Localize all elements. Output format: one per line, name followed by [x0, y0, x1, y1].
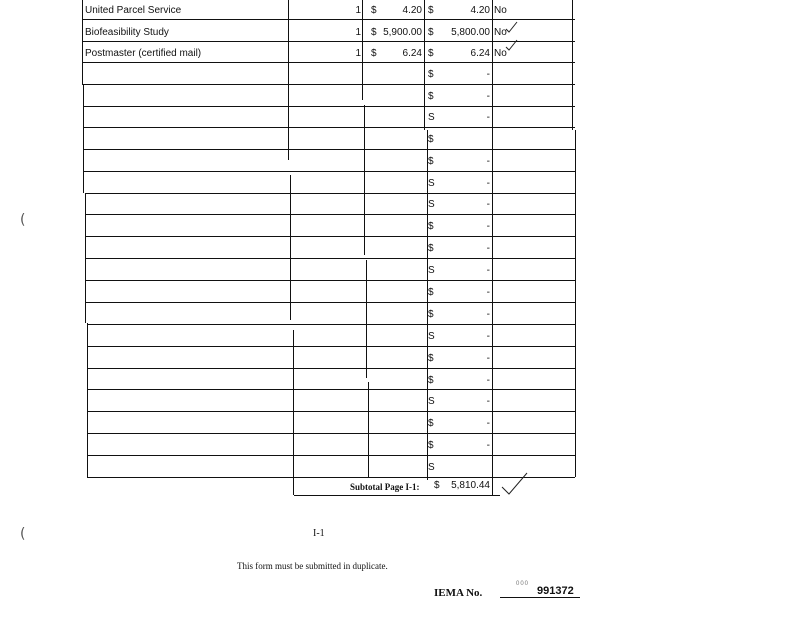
empty-row-currency: $ [428, 309, 434, 320]
row-divider [88, 411, 575, 412]
item-unit-price: 5,900.00 [383, 27, 422, 38]
empty-row-currency: $ [428, 440, 434, 451]
row-divider [87, 346, 575, 347]
item-description: Postmaster (certified mail) [85, 48, 202, 59]
item-unit-currency: $ [371, 27, 377, 38]
column-divider [83, 85, 84, 193]
empty-row-total: - [486, 287, 490, 298]
row-divider [88, 455, 575, 456]
item-unit-price: 6.24 [402, 48, 422, 59]
empty-row-total: - [486, 91, 490, 102]
column-divider [87, 323, 88, 478]
empty-row-currency: $ [428, 243, 434, 254]
column-divider [362, 0, 363, 100]
iema-stamp: 000 [516, 581, 530, 587]
item-total-currency: $ [428, 5, 434, 16]
row-divider [84, 149, 575, 150]
hole-punch-mark-icon: ( [20, 212, 26, 228]
iema-underline [500, 597, 580, 598]
column-divider [424, 0, 425, 130]
item-flag: No [494, 27, 507, 38]
empty-row-currency: S [428, 265, 435, 276]
item-unit-currency: $ [371, 5, 377, 16]
iema-number: 991372 [537, 585, 574, 597]
empty-row-total: - [486, 418, 490, 429]
empty-row-currency: $ [428, 353, 434, 364]
column-divider [575, 130, 576, 477]
hole-punch-mark-icon: ( [20, 526, 26, 542]
column-divider [427, 130, 428, 480]
item-total-currency: $ [428, 48, 434, 59]
item-total: 4.20 [470, 5, 490, 16]
row-divider [82, 62, 575, 63]
empty-row-total: - [486, 265, 490, 276]
empty-row-total: - [486, 112, 490, 123]
item-qty: 1 [355, 5, 361, 16]
empty-row-total: - [486, 309, 490, 320]
tick-icon [505, 38, 519, 52]
empty-row-currency: $ [428, 375, 434, 386]
empty-row-total: - [486, 178, 490, 189]
empty-row-currency: $ [428, 418, 434, 429]
empty-row-total: - [486, 199, 490, 210]
row-divider [84, 171, 575, 172]
empty-row-total: - [486, 243, 490, 254]
row-divider [82, 19, 575, 20]
column-divider [85, 193, 86, 323]
item-total-currency: $ [428, 27, 434, 38]
row-divider [82, 84, 575, 85]
column-divider [82, 0, 83, 85]
column-divider [293, 330, 294, 495]
footer-note: This form must be submitted in duplicate. [237, 561, 388, 571]
row-divider [87, 368, 575, 369]
column-divider [364, 105, 365, 255]
column-divider [288, 0, 289, 160]
row-divider [87, 324, 575, 325]
subtotal-value: 5,810.44 [451, 480, 490, 491]
item-unit-price: 4.20 [402, 5, 422, 16]
row-divider [85, 236, 575, 237]
item-description: Biofeasibility Study [85, 27, 169, 38]
column-divider [368, 382, 369, 477]
empty-row-currency: S [428, 178, 435, 189]
row-divider [82, 41, 575, 42]
empty-row-currency: S [428, 112, 435, 123]
row-divider [83, 127, 575, 128]
row-divider [86, 280, 575, 281]
empty-row-total: - [486, 375, 490, 386]
empty-row-currency: S [428, 462, 435, 473]
row-divider [88, 433, 575, 434]
item-qty: 1 [355, 48, 361, 59]
item-qty: 1 [355, 27, 361, 38]
empty-row-total: - [486, 440, 490, 451]
row-divider [86, 302, 575, 303]
column-divider [366, 260, 367, 378]
row-divider [85, 193, 575, 194]
tick-icon [505, 20, 519, 34]
page-label: I-1 [313, 528, 325, 539]
item-total: 5,800.00 [451, 27, 490, 38]
item-total: 6.24 [470, 48, 490, 59]
item-flag: No [494, 5, 507, 16]
row-divider [86, 258, 575, 259]
empty-row-total: - [486, 69, 490, 80]
empty-row-total: - [486, 156, 490, 167]
column-divider [492, 0, 493, 495]
empty-row-total: - [486, 353, 490, 364]
empty-row-currency: S [428, 199, 435, 210]
row-divider [83, 106, 575, 107]
empty-row-currency: $ [428, 91, 434, 102]
row-divider [87, 389, 575, 390]
empty-row-currency: S [428, 396, 435, 407]
item-unit-currency: $ [371, 48, 377, 59]
item-flag: No [494, 48, 507, 59]
empty-row-currency: $ [428, 69, 434, 80]
empty-row-currency: $ [428, 156, 434, 167]
column-divider [290, 175, 291, 320]
empty-row-currency: $ [428, 221, 434, 232]
empty-row-currency: $ [428, 134, 434, 145]
subtotal-label: Subtotal Page I-1: [350, 482, 420, 492]
iema-label: IEMA No. [434, 587, 483, 599]
subtotal-currency: $ [434, 480, 440, 491]
empty-row-total: - [486, 221, 490, 232]
item-description: United Parcel Service [85, 5, 182, 16]
row-divider [85, 214, 575, 215]
empty-row-total: - [486, 331, 490, 342]
subtotal-bottom-line [294, 495, 500, 496]
empty-row-total: - [486, 396, 490, 407]
empty-row-currency: $ [428, 287, 434, 298]
column-divider [572, 0, 573, 130]
empty-row-currency: S [428, 331, 435, 342]
checkmark-icon [500, 470, 530, 498]
